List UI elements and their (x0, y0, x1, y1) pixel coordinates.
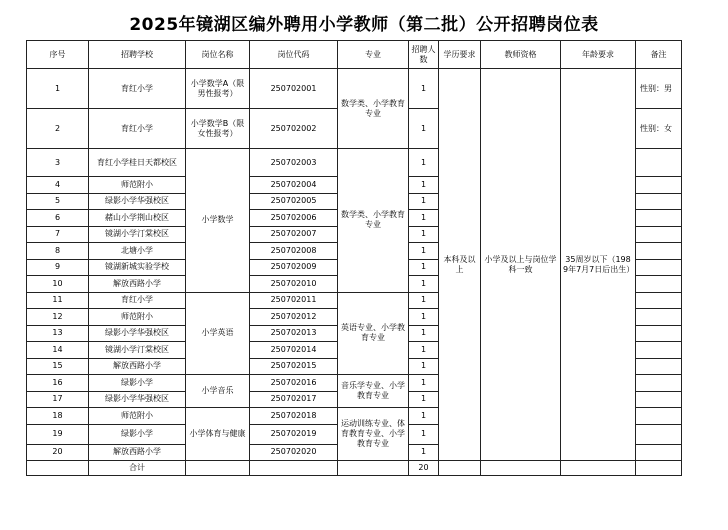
cell-school: 师范附小 (89, 408, 186, 425)
cell-remark (636, 375, 682, 392)
cell-position: 小学数学A（限男性报考） (186, 69, 250, 109)
cell-remark (636, 276, 682, 293)
cell-remark (636, 292, 682, 309)
cell-remark (636, 424, 682, 444)
cell-seq: 14 (27, 342, 89, 359)
cell-code: 250702016 (250, 375, 338, 392)
cell-seq: 17 (27, 391, 89, 408)
cell-school: 绿影小学 (89, 424, 186, 444)
cell-remark (636, 210, 682, 227)
cell-code: 250702020 (250, 444, 338, 461)
cell-code: 250702008 (250, 243, 338, 260)
cell-remark (636, 149, 682, 177)
cell-seq: 8 (27, 243, 89, 260)
cell-empty (186, 461, 250, 476)
header-age: 年龄要求 (561, 41, 636, 69)
header-seq: 序号 (27, 41, 89, 69)
cell-school: 育红小学 (89, 292, 186, 309)
cell-count: 1 (409, 309, 439, 326)
cell-position: 小学音乐 (186, 375, 250, 408)
table-row (27, 69, 682, 109)
cell-count: 1 (409, 424, 439, 444)
cell-position: 小学英语 (186, 292, 250, 375)
header-edu: 学历要求 (439, 41, 481, 69)
cell-school: 师范附小 (89, 309, 186, 326)
cell-school: 绿影小学华强校区 (89, 193, 186, 210)
page-title: 2025年镜湖区编外聘用小学教师（第二批）公开招聘岗位表 (129, 15, 599, 35)
cell-seq: 6 (27, 210, 89, 227)
cell-code: 250702012 (250, 309, 338, 326)
cell-school: 解放西路小学 (89, 358, 186, 375)
header-position: 岗位名称 (186, 41, 250, 69)
cell-seq: 7 (27, 226, 89, 243)
cell-position: 小学数学 (186, 149, 250, 293)
cell-school: 北塘小学 (89, 243, 186, 260)
cell-major: 数学类、小学教育专业 (338, 69, 409, 149)
cell-empty (561, 461, 636, 476)
cell-code: 250702014 (250, 342, 338, 359)
cell-seq: 19 (27, 424, 89, 444)
cell-remark: 性别：女 (636, 109, 682, 149)
cell-school: 解放西路小学 (89, 276, 186, 293)
cell-seq: 2 (27, 109, 89, 149)
cell-count: 1 (409, 375, 439, 392)
cell-school: 镜湖新城实验学校 (89, 259, 186, 276)
total-value: 20 (409, 461, 439, 476)
cell-school: 师范附小 (89, 177, 186, 194)
cell-empty (27, 461, 89, 476)
header-cert: 教师资格 (481, 41, 561, 69)
cell-count: 1 (409, 444, 439, 461)
cell-empty (481, 461, 561, 476)
cell-code: 250702006 (250, 210, 338, 227)
cell-seq: 11 (27, 292, 89, 309)
cell-count: 1 (409, 226, 439, 243)
cell-count: 1 (409, 358, 439, 375)
cell-remark (636, 259, 682, 276)
cell-seq: 3 (27, 149, 89, 177)
cell-code: 250702009 (250, 259, 338, 276)
cell-count: 1 (409, 243, 439, 260)
header-school: 招聘学校 (89, 41, 186, 69)
cell-seq: 15 (27, 358, 89, 375)
cell-empty (636, 461, 682, 476)
cell-position: 小学体育与健康 (186, 408, 250, 461)
cell-major: 英语专业、小学教育专业 (338, 292, 409, 375)
cell-seq: 5 (27, 193, 89, 210)
cell-count: 1 (409, 149, 439, 177)
header-code: 岗位代码 (250, 41, 338, 69)
cell-count: 1 (409, 292, 439, 309)
cell-count: 1 (409, 193, 439, 210)
header-row (27, 41, 682, 69)
cell-remark (636, 309, 682, 326)
cell-count: 1 (409, 69, 439, 109)
cell-count: 1 (409, 177, 439, 194)
cell-code: 250702010 (250, 276, 338, 293)
cell-count: 1 (409, 408, 439, 425)
cell-code: 250702013 (250, 325, 338, 342)
cell-school: 镜湖小学汀棠校区 (89, 226, 186, 243)
cell-remark (636, 444, 682, 461)
cell-remark (636, 342, 682, 359)
cell-remark (636, 358, 682, 375)
cell-position: 小学数学B（限女性报考） (186, 109, 250, 149)
cell-count: 1 (409, 259, 439, 276)
cell-remark (636, 177, 682, 194)
total-label: 合计 (89, 461, 186, 476)
cell-school: 育红小学 (89, 109, 186, 149)
header-count: 招聘人数 (409, 41, 439, 69)
cell-school: 赭山小学荆山校区 (89, 210, 186, 227)
cell-age: 35周岁以下（1989年7月7日后出生） (561, 69, 636, 461)
cell-seq: 20 (27, 444, 89, 461)
cell-code: 250702005 (250, 193, 338, 210)
cell-seq: 10 (27, 276, 89, 293)
cell-code: 250702011 (250, 292, 338, 309)
cell-code: 250702019 (250, 424, 338, 444)
cell-major: 数学类、小学教育专业 (338, 149, 409, 293)
cell-count: 1 (409, 342, 439, 359)
cell-seq: 1 (27, 69, 89, 109)
cell-school: 育红小学 (89, 69, 186, 109)
cell-code: 250702001 (250, 69, 338, 109)
cell-remark (636, 193, 682, 210)
cell-school: 镜湖小学汀棠校区 (89, 342, 186, 359)
cell-school: 绿影小学华强校区 (89, 325, 186, 342)
cell-remark (636, 243, 682, 260)
cell-remark (636, 325, 682, 342)
cell-school: 绿影小学 (89, 375, 186, 392)
cell-remark: 性别：男 (636, 69, 682, 109)
cell-code: 250702018 (250, 408, 338, 425)
positions-table (26, 40, 682, 476)
cell-school: 育红小学桂日天都校区 (89, 149, 186, 177)
cell-major: 运动训练专业、体育教育专业、小学教育专业 (338, 408, 409, 461)
header-remark: 备注 (636, 41, 682, 69)
cell-count: 1 (409, 276, 439, 293)
cell-cert: 小学及以上与岗位学科一致 (481, 69, 561, 461)
cell-code: 250702002 (250, 109, 338, 149)
cell-seq: 4 (27, 177, 89, 194)
cell-seq: 18 (27, 408, 89, 425)
cell-empty (439, 461, 481, 476)
cell-count: 1 (409, 391, 439, 408)
cell-remark (636, 226, 682, 243)
cell-code: 250702007 (250, 226, 338, 243)
cell-remark (636, 391, 682, 408)
cell-seq: 9 (27, 259, 89, 276)
cell-major: 音乐学专业、小学教育专业 (338, 375, 409, 408)
cell-remark (636, 408, 682, 425)
cell-code: 250702017 (250, 391, 338, 408)
cell-edu: 本科及以上 (439, 69, 481, 461)
cell-code: 250702015 (250, 358, 338, 375)
cell-school: 绿影小学华强校区 (89, 391, 186, 408)
cell-school: 解放西路小学 (89, 444, 186, 461)
total-row (27, 461, 682, 476)
cell-code: 250702004 (250, 177, 338, 194)
cell-seq: 13 (27, 325, 89, 342)
cell-count: 1 (409, 210, 439, 227)
cell-empty (338, 461, 409, 476)
cell-count: 1 (409, 325, 439, 342)
cell-code: 250702003 (250, 149, 338, 177)
cell-seq: 12 (27, 309, 89, 326)
cell-seq: 16 (27, 375, 89, 392)
cell-count: 1 (409, 109, 439, 149)
cell-empty (250, 461, 338, 476)
header-major: 专业 (338, 41, 409, 69)
